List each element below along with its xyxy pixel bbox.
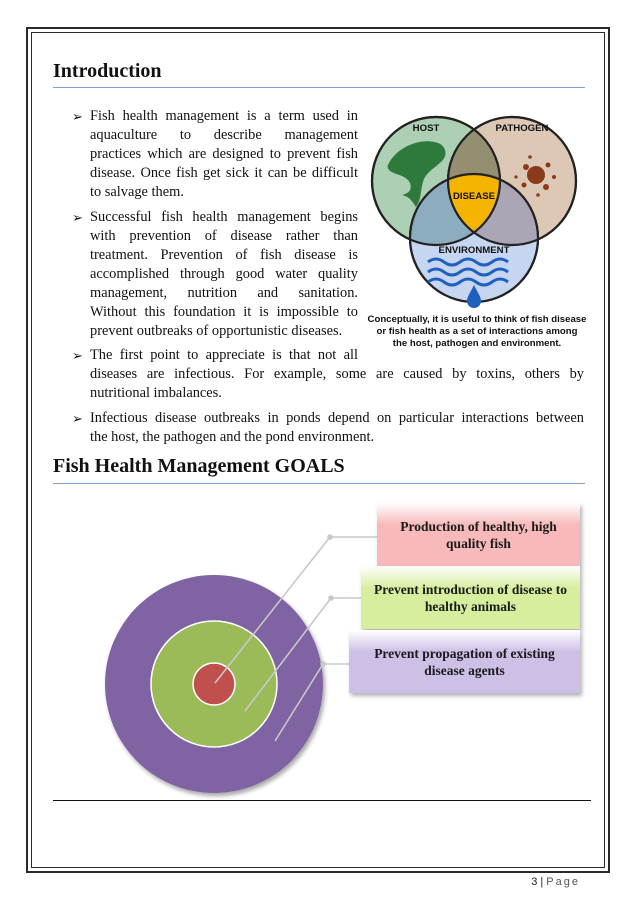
goal-text-line: healthy animals: [424, 598, 517, 614]
text-line: diseases are infectious. For example, some are caused by toxins, others by: [90, 366, 584, 382]
text-line: aquaculture to describe management: [90, 127, 358, 143]
text-line: the host, the pathogen and the pond environment.: [90, 429, 375, 445]
environment-label: ENVIRONMENT: [438, 245, 510, 256]
page-separator: |: [540, 876, 544, 888]
venn-caption-line: or fish health as a set of interactions among: [376, 326, 578, 337]
text-line: Infectious disease outbreaks in ponds depend on particular interactions between: [90, 410, 584, 426]
text-line: Without this foundation it is impossible to: [90, 304, 358, 320]
goal-text-line: quality fish: [446, 535, 511, 551]
text-line: The first point to appreciate is that not all: [90, 347, 358, 363]
text-line: Fish health management is a term used in: [90, 108, 358, 124]
bullet-icon: ➢: [72, 348, 83, 363]
text-line: accomplished through good water quality: [90, 266, 358, 282]
page-label: Page: [546, 876, 580, 888]
text-line: practices which are designed to prevent fish: [90, 146, 358, 162]
text-line: prevent outbreaks of opportunistic diseases.: [90, 323, 343, 339]
introduction-heading: Introduction: [53, 60, 162, 82]
text-line: treatment. Prevention of fish disease is: [90, 247, 358, 263]
goal-box-prevent-propagation: [349, 630, 580, 693]
pathogen-label: PATHOGEN: [495, 123, 549, 134]
bullet-icon: ➢: [72, 109, 83, 124]
page-footer: [531, 876, 580, 888]
text-line: nutritional imbalances.: [90, 385, 222, 401]
text-line: with prevention of disease rather than: [90, 228, 358, 244]
goal-text-line: disease agents: [424, 662, 505, 678]
goal-box-prevent-introduction: [361, 566, 580, 629]
goal-text-line: Prevent introduction of disease to: [374, 581, 567, 597]
text-line: disease. Once fish get sick it can be difficult: [90, 165, 358, 181]
venn-caption-line: Conceptually, it is useful to think of fish disease: [367, 314, 587, 325]
goal-text-line: Production of healthy, high: [400, 518, 557, 534]
page-number: 3: [531, 876, 538, 888]
goals-heading: Fish Health Management GOALS: [53, 455, 345, 477]
text-line: management, nutrition and sanitation.: [90, 285, 358, 301]
venn-caption-line: the host, pathogen and environment.: [392, 338, 562, 349]
text-line: to salvage them.: [90, 184, 184, 200]
goal-box-production: [377, 503, 580, 566]
text-line: Successful fish health management begins: [90, 209, 358, 225]
bottom-rule: [53, 800, 591, 801]
disease-label: DISEASE: [452, 191, 496, 202]
goal-text-line: Prevent propagation of existing: [374, 645, 555, 661]
host-label: HOST: [412, 123, 440, 134]
bullet-icon: ➢: [72, 210, 83, 225]
bullet-icon: ➢: [72, 411, 83, 426]
